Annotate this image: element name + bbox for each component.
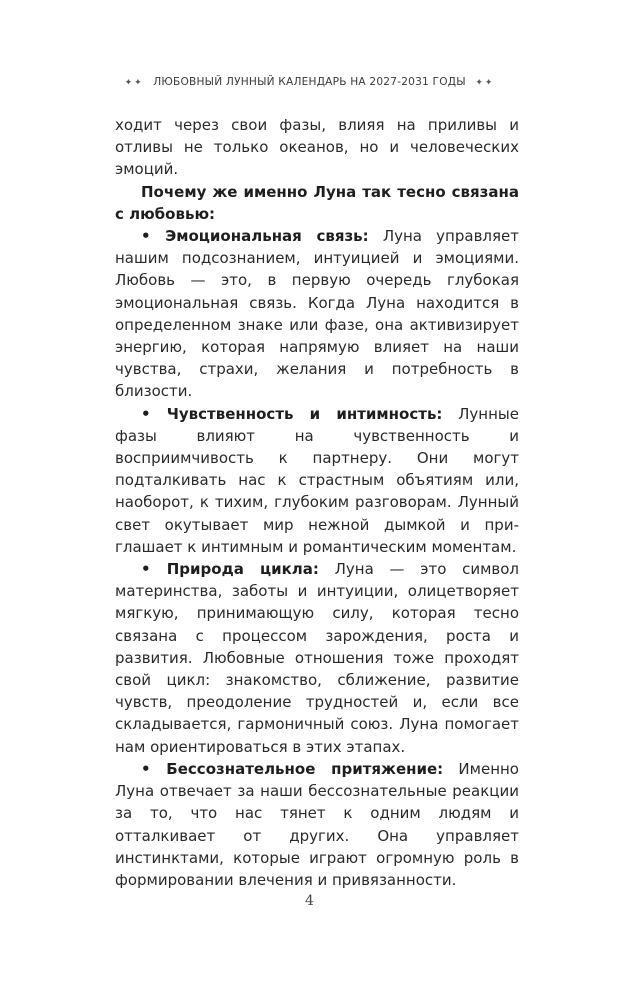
bullet-emotional-connection [115, 225, 519, 403]
bullet-unconscious-attraction [115, 758, 519, 891]
question-heading: Почему же именно Луна так тесно связана с любовью: [115, 182, 519, 223]
running-header [0, 76, 619, 88]
book-title: ЛЮБОВНЫЙ ЛУННЫЙ КАЛЕНДАРЬ НА 2027-2031 ГОДЫ [153, 76, 466, 88]
bullet-sensuality [115, 403, 519, 558]
bullet-term: • Чувственность и интимность: [141, 404, 443, 423]
bullet-text: Именно Луна отвечает за наши бессознательные реакции за то, что нас тянет к одним людям и отталкивает от других. Она управляет инстинктами, которые играют огромную роль в формировании влечения и привязанности. [115, 759, 519, 889]
bullet-text: Луна — это символ материнства, заботы и интуиции, олицетворяет мягкую, принимающую силу, которая тесно связана с процессом зарождения, роста и развития. Любовные отношения тоже проходят свой цикл: знакомство, сближение, развитие чувств, преодоление трудностей и, если все складывается, гармоничный союз. Луна помогает нам ориентироваться в этих этапах. [115, 560, 519, 756]
bullet-term: • Эмоциональная связь: [141, 227, 369, 246]
paragraph-question [115, 181, 519, 225]
diamond-ornament-icon: ✦✦ [475, 78, 495, 88]
paragraph-continuation: ходит через свои фазы, влияя на приливы и отливы не только океанов, но и человеческих эмоций. [115, 116, 519, 179]
diamond-ornament-icon: ✦✦ [124, 78, 144, 88]
bullet-term: • Природа цикла: [141, 560, 319, 579]
bullet-nature-of-cycle [115, 558, 519, 758]
bullet-text: Лунные фазы влияют на чувственность и восприимчивость к партнеру. Они могут подталкивать нас к страстным объятиям или, наоборот, к тихим, глубоким разговорам. Лунный свет окутывает мир нежной дымкой и приглашает к интимным и романтическим моментам. [115, 404, 519, 556]
page-body [115, 114, 519, 891]
bullet-text: Луна управляет нашим подсознанием, интуицией и эмоциями. Любовь — это, в первую очередь глубокая эмоциональная связь. Когда Луна находится в определенном знаке или фазе, она активизирует энергию, которая напрямую влияет на наши чувства, страхи, желания и потребность в близости. [115, 227, 519, 401]
bullet-term: • Бессознательное притяжение: [141, 759, 444, 778]
page-number: 4 [305, 893, 314, 909]
